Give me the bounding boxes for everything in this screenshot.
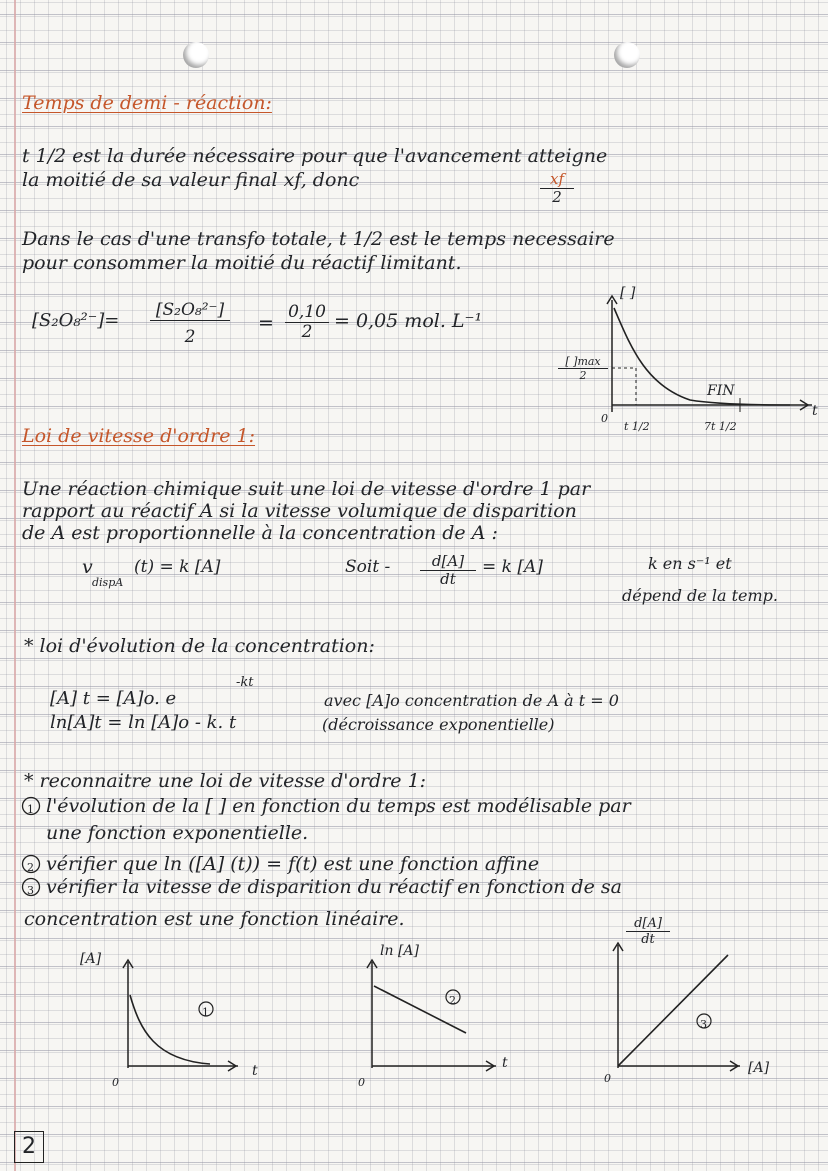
fraction-numerator: xf (540, 171, 574, 189)
graph-origin: 0 (601, 412, 608, 425)
fraction-numerator: d[A] (626, 916, 670, 932)
text-line: Dans le cas d'une transfo totale, t 1/2 est le temps necessaire (22, 228, 615, 250)
equation-exponential: [A] t = [A]o. e (50, 688, 177, 709)
equation-note: (décroissance exponentielle) (322, 715, 555, 734)
heading-loi-evolution: * loi d'évolution de la concentration: (24, 635, 375, 657)
item-text: vérifier que ln ([A] (t)) = f(t) est une fonction affine (46, 853, 540, 875)
vdisp-symbol: v (82, 556, 93, 578)
graph-y-label: [ ] (620, 285, 636, 301)
k-note: dépend de la temp. (622, 586, 778, 605)
fraction-denominator: 2 (579, 369, 587, 382)
text-line: t 1/2 est la durée nécessaire pour que l'avancement atteigne (22, 145, 608, 167)
vdisp-expression: (t) = k [A] (134, 557, 221, 577)
graph2-x-label: t (502, 1055, 508, 1071)
text-line: pour consommer la moitié du réactif limitant. (22, 252, 462, 274)
fraction-denominator: 2 (184, 327, 196, 347)
graph-x-label: t (812, 403, 818, 419)
fraction-denominator: 2 (552, 188, 562, 206)
soit-label: Soit - (345, 557, 391, 577)
fraction-denominator: 2 (301, 322, 313, 342)
item-number-3: 3 (27, 884, 34, 897)
item-text: l'évolution de la [ ] en fonction du temps est modélisable par (46, 795, 631, 817)
fraction-numerator: 0,10 (285, 303, 329, 323)
fraction-numerator: [ ]max (558, 355, 608, 369)
graph2-tag: 2 (449, 994, 456, 1007)
equation-exponent: -kt (236, 675, 254, 690)
equation-equals: = (258, 312, 274, 334)
section-title-demi-reaction: Temps de demi - réaction: (22, 92, 272, 114)
item-text: vérifier la vitesse de disparition du réactif en fonction de sa (46, 876, 622, 898)
text-line: la moitié de sa valeur final xf, donc (22, 169, 360, 191)
graph2-y-label: ln [A] (380, 943, 419, 959)
item-text: une fonction exponentielle. (46, 822, 309, 844)
item-text: concentration est une fonction linéaire. (24, 908, 405, 930)
graph3-y-label (626, 916, 670, 947)
graph3-tag: 3 (700, 1018, 707, 1031)
text-line: rapport au réactif A si la vitesse volumique de disparition (22, 500, 577, 522)
item-number-2: 2 (27, 861, 34, 874)
graph3-x-label: [A] (748, 1060, 770, 1076)
page-number: 2 (14, 1131, 44, 1163)
fraction-denominator: dt (440, 570, 456, 588)
graph3-line (618, 955, 728, 1066)
section-title-loi-ordre-1: Loi de vitesse d'ordre 1: (22, 425, 256, 447)
fraction-denominator: dt (641, 932, 655, 947)
heading-reconnaitre: * reconnaitre une loi de vitesse d'ordre 1: (24, 770, 427, 792)
equation-result: = 0,05 mol. L⁻¹ (334, 310, 483, 332)
graph1-tag: 1 (202, 1006, 209, 1019)
vdisp-subscript: dispA (92, 576, 124, 589)
equation-log: ln[A]t = ln [A]o - k. t (50, 712, 237, 733)
graph-t-half: t 1/2 (624, 420, 650, 433)
equation-lhs: [S₂O₈²⁻]= (32, 310, 120, 331)
graph1-x-label: t (252, 1063, 258, 1079)
item-number-1: 1 (27, 803, 34, 816)
text-line: de A est proportionnelle à la concentration de A : (22, 522, 498, 544)
equation-note: avec [A]o concentration de A à t = 0 (324, 691, 619, 710)
graph-seven-t-half: 7t 1/2 (704, 420, 737, 433)
graph1-curve (130, 995, 210, 1064)
graph1-origin: 0 (112, 1076, 119, 1089)
graph2-origin: 0 (358, 1076, 365, 1089)
graph1-y-label: [A] (80, 951, 102, 967)
fraction-numerator: d[A] (420, 553, 476, 571)
derivative-rhs: = k [A] (482, 557, 543, 577)
text-line: Une réaction chimique suit une loi de vitesse d'ordre 1 par (22, 478, 591, 500)
graph-fin-label: FIN (707, 383, 735, 399)
fraction-numerator: [S₂O₈²⁻] (150, 300, 230, 321)
graph3-origin: 0 (604, 1072, 611, 1085)
k-note: k en s⁻¹ et (648, 554, 732, 573)
